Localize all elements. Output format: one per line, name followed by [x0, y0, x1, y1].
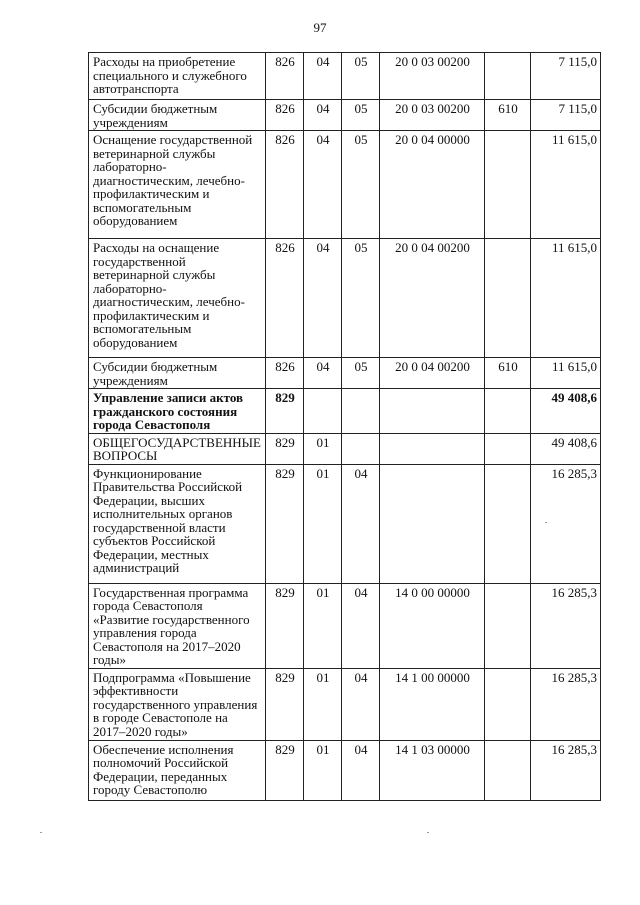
table-row	[89, 358, 601, 389]
row-csr-cell: 20 0 03 00200	[380, 100, 485, 131]
row-rz-cell: 04	[304, 358, 342, 389]
row-gr-cell: 826	[266, 53, 304, 100]
table-row	[89, 131, 601, 239]
scan-speck	[545, 522, 547, 523]
row-sum-cell: 11 615,0	[531, 131, 601, 239]
table-row	[89, 389, 601, 434]
row-rz-cell: 04	[304, 131, 342, 239]
row-pr-cell	[342, 433, 380, 464]
row-sum-cell: 11 615,0	[531, 358, 601, 389]
row-rz-cell: 01	[304, 433, 342, 464]
row-name-cell: ОБЩЕГОСУДАРСТВЕННЫЕ ВОПРОСЫ	[89, 433, 266, 464]
row-vr-cell	[485, 433, 531, 464]
row-pr-cell: 05	[342, 358, 380, 389]
row-name-cell: Управление записи актов гражданского состояния города Севастополя	[89, 389, 266, 434]
row-rz-cell: 01	[304, 583, 342, 668]
row-sum-cell: 49 408,6	[531, 433, 601, 464]
row-pr-cell: 04	[342, 740, 380, 800]
row-gr-cell: 826	[266, 239, 304, 358]
row-rz-cell	[304, 389, 342, 434]
table-row	[89, 53, 601, 100]
row-sum-cell: 7 115,0	[531, 100, 601, 131]
row-sum-cell: 16 285,3	[531, 740, 601, 800]
row-csr-cell: 14 1 00 00000	[380, 668, 485, 740]
scan-speck	[427, 832, 429, 833]
row-sum-cell: 16 285,3	[531, 583, 601, 668]
page-number: 97	[313, 20, 327, 35]
table-row	[89, 464, 601, 583]
row-vr-cell	[485, 389, 531, 434]
row-sum-cell: 7 115,0	[531, 53, 601, 100]
row-vr-cell	[485, 131, 531, 239]
table-row	[89, 433, 601, 464]
row-vr-cell	[485, 668, 531, 740]
row-gr-cell: 829	[266, 668, 304, 740]
row-csr-cell: 20 0 04 00200	[380, 358, 485, 389]
row-pr-cell: 04	[342, 668, 380, 740]
row-name-cell: Функционирование Правительства Российской Федерации, высших исполнительных органов государственной власти субъектов Российской Федерации, местных администраций	[89, 464, 266, 583]
row-rz-cell: 04	[304, 239, 342, 358]
row-rz-cell: 01	[304, 740, 342, 800]
row-pr-cell: 04	[342, 464, 380, 583]
row-vr-cell: 610	[485, 100, 531, 131]
row-rz-cell: 01	[304, 464, 342, 583]
row-vr-cell	[485, 583, 531, 668]
row-name-cell: Обеспечение исполнения полномочий Российской Федерации, переданных городу Севастополю	[89, 740, 266, 800]
row-pr-cell: 05	[342, 131, 380, 239]
row-rz-cell: 04	[304, 53, 342, 100]
row-gr-cell: 829	[266, 433, 304, 464]
row-csr-cell: 20 0 04 00200	[380, 239, 485, 358]
row-name-cell: Субсидии бюджетным учреждениям	[89, 358, 266, 389]
row-pr-cell: 05	[342, 53, 380, 100]
table-row	[89, 583, 601, 668]
row-vr-cell: 610	[485, 358, 531, 389]
row-csr-cell: 14 1 03 00000	[380, 740, 485, 800]
row-gr-cell: 829	[266, 740, 304, 800]
row-gr-cell: 829	[266, 464, 304, 583]
row-csr-cell: 20 0 03 00200	[380, 53, 485, 100]
row-vr-cell	[485, 464, 531, 583]
row-vr-cell	[485, 239, 531, 358]
row-name-cell: Субсидии бюджетным учреждениям	[89, 100, 266, 131]
row-gr-cell: 826	[266, 100, 304, 131]
row-csr-cell	[380, 389, 485, 434]
row-rz-cell: 04	[304, 100, 342, 131]
row-gr-cell: 829	[266, 389, 304, 434]
row-sum-cell: 49 408,6	[531, 389, 601, 434]
row-pr-cell: 04	[342, 583, 380, 668]
row-csr-cell: 20 0 04 00000	[380, 131, 485, 239]
row-gr-cell: 826	[266, 131, 304, 239]
row-name-cell: Государственная программа города Севастополя «Развитие государственного управления города Севастополя на 2017–2020 годы»	[89, 583, 266, 668]
row-vr-cell	[485, 740, 531, 800]
table-row	[89, 100, 601, 131]
row-pr-cell	[342, 389, 380, 434]
budget-table-body	[89, 53, 601, 801]
row-pr-cell: 05	[342, 239, 380, 358]
row-csr-cell: 14 0 00 00000	[380, 583, 485, 668]
row-name-cell: Расходы на оснащение государственной ветеринарной службы лабораторно-диагностическим, лечебно-профилактическим и вспомогательным оборудованием	[89, 239, 266, 358]
row-rz-cell: 01	[304, 668, 342, 740]
row-gr-cell: 829	[266, 583, 304, 668]
row-sum-cell: 11 615,0	[531, 239, 601, 358]
row-sum-cell: 16 285,3	[531, 464, 601, 583]
row-gr-cell: 826	[266, 358, 304, 389]
row-pr-cell: 05	[342, 100, 380, 131]
row-csr-cell	[380, 464, 485, 583]
budget-table	[88, 52, 601, 801]
row-name-cell: Подпрограмма «Повышение эффективности государственного управления в городе Севастополе на 2017–2020 годы»	[89, 668, 266, 740]
row-name-cell: Расходы на приобретение специального и служебного автотранспорта	[89, 53, 266, 100]
row-csr-cell	[380, 433, 485, 464]
row-sum-cell: 16 285,3	[531, 668, 601, 740]
scan-speck	[40, 832, 42, 833]
table-row	[89, 740, 601, 800]
row-name-cell: Оснащение государственной ветеринарной службы лабораторно-диагностическим, лечебно-профилактическим и вспомогательным оборудованием	[89, 131, 266, 239]
row-vr-cell	[485, 53, 531, 100]
table-row	[89, 239, 601, 358]
table-row	[89, 668, 601, 740]
